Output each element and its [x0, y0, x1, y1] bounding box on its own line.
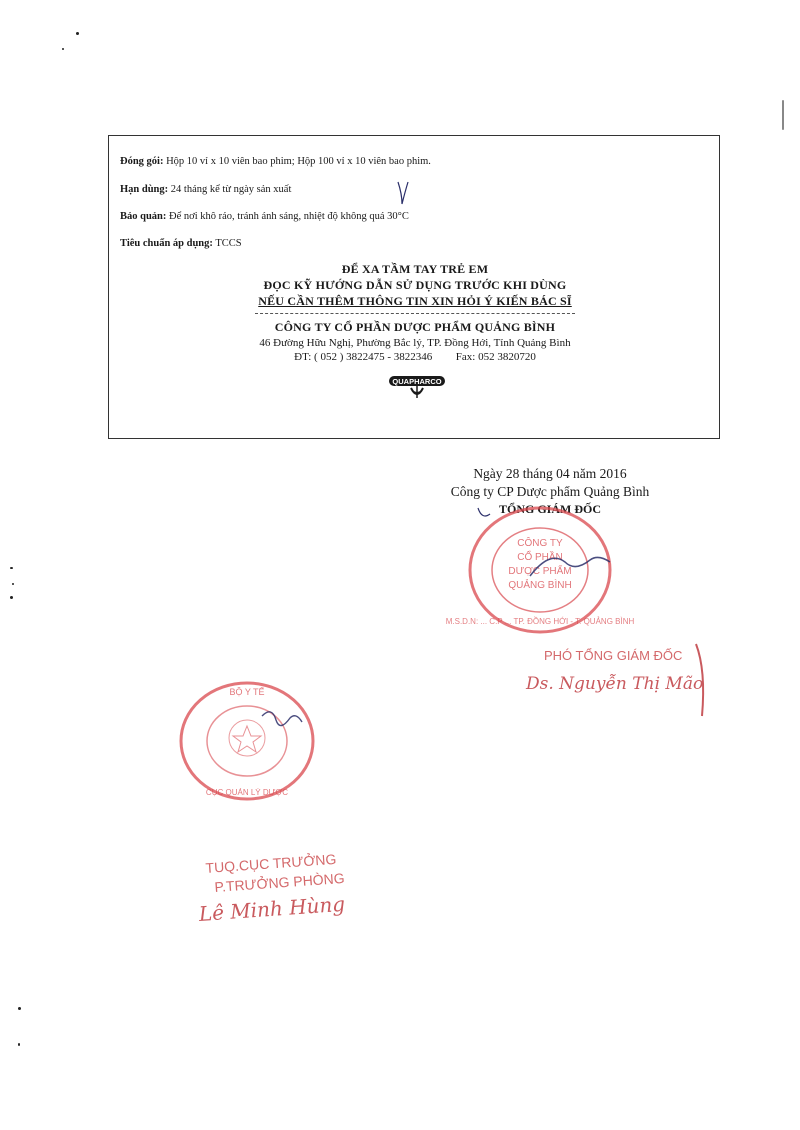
scan-speck	[62, 48, 64, 50]
company-phone: ĐT: ( 052 ) 3822475 - 3822346	[294, 351, 433, 363]
scan-speck	[18, 1043, 20, 1046]
deputy-name: Ds. Nguyễn Thị Mão	[526, 674, 704, 694]
storage-value: Để nơi khô ráo, tránh ánh sáng, nhiệt độ không quá 30°C	[169, 211, 409, 222]
product-label-box	[108, 135, 720, 439]
warning-ask-doctor: NẾU CẦN THÊM THÔNG TIN XIN HỎI Ý KIẾN BÁC SĨ	[258, 294, 572, 308]
scan-speck	[76, 32, 79, 35]
quapharco-logo	[367, 372, 467, 402]
svg-text:DƯỢC PHẨM: DƯỢC PHẨM	[508, 566, 572, 577]
svg-text:BỘ Y TẾ: BỘ Y TẾ	[229, 687, 265, 697]
standard-label: Tiêu chuẩn áp dụng:	[120, 238, 213, 249]
storage-label: Bảo quản:	[120, 211, 167, 222]
company-address: 46 Đường Hữu Nghị, Phường Bắc lý, TP. Đồng Hới, Tỉnh Quảng Bình	[259, 337, 571, 349]
check-mark-icon	[396, 180, 410, 206]
logo-text: QUAPHARCO	[392, 377, 442, 386]
packaging-value: Hộp 10 vỉ x 10 viên bao phim; Hộp 100 vỉ x 10 viên bao phim.	[166, 156, 431, 167]
signing-date: Ngày 28 tháng 04 năm 2016	[473, 466, 627, 481]
ministry-title-1: TUQ.CỤC TRƯỞNG	[205, 850, 337, 876]
warning-read-instructions: ĐỌC KỸ HƯỚNG DẪN SỬ DỤNG TRƯỚC KHI DÙNG	[263, 278, 567, 292]
svg-text:CỔ PHẦN: CỔ PHẦN	[517, 552, 563, 563]
standard-value: TCCS	[215, 238, 242, 249]
svg-text:CỤC QUẢN LÝ DƯỢC: CỤC QUẢN LÝ DƯỢC	[205, 788, 289, 797]
svg-text:CÔNG TY: CÔNG TY	[517, 538, 563, 549]
standard-row	[120, 238, 242, 249]
signing-company: Công ty CP Dược phẩm Quảng Bình	[450, 484, 650, 499]
storage-row	[120, 211, 409, 222]
svg-text:M.S.D.N: ... C.P ... TP. ĐỒNG: M.S.D.N: ... C.P ... TP. ĐỒNG HỚI - T. QUẢNG BÌNH	[445, 617, 635, 626]
packaging-row	[120, 156, 431, 167]
expiry-value: 24 tháng kể từ ngày sản xuất	[170, 184, 292, 195]
expiry-row	[120, 184, 291, 195]
expiry-label: Hạn dùng:	[120, 184, 169, 195]
warning-children: ĐỂ XA TẦM TAY TRẺ EM	[341, 262, 489, 276]
deputy-title: PHÓ TỔNG GIÁM ĐỐC	[544, 648, 683, 663]
quapharco-logo-icon	[367, 372, 467, 402]
ministry-signer-name: Lê Minh Hùng	[198, 891, 346, 926]
company-seal	[445, 500, 635, 640]
company-fax: Fax: 052 3820720	[455, 351, 536, 363]
signing-role: TỔNG GIÁM ĐỐC	[499, 502, 601, 516]
scan-speck	[10, 567, 13, 569]
ministry-title-2: P.TRƯỞNG PHÒNG	[214, 869, 346, 895]
signature-stroke-icon	[692, 640, 712, 720]
packaging-label: Đóng gói:	[120, 156, 164, 167]
scan-speck	[18, 1007, 21, 1010]
company-contact	[109, 351, 721, 363]
company-name: CÔNG TY CỔ PHẦN DƯỢC PHẨM QUẢNG BÌNH	[274, 320, 556, 334]
scan-speck	[10, 596, 13, 599]
svg-text:QUẢNG BÌNH: QUẢNG BÌNH	[508, 580, 572, 591]
scan-speck	[12, 583, 14, 585]
scan-speck	[782, 100, 784, 130]
dashed-divider	[255, 313, 575, 314]
ministry-seal	[172, 676, 322, 806]
